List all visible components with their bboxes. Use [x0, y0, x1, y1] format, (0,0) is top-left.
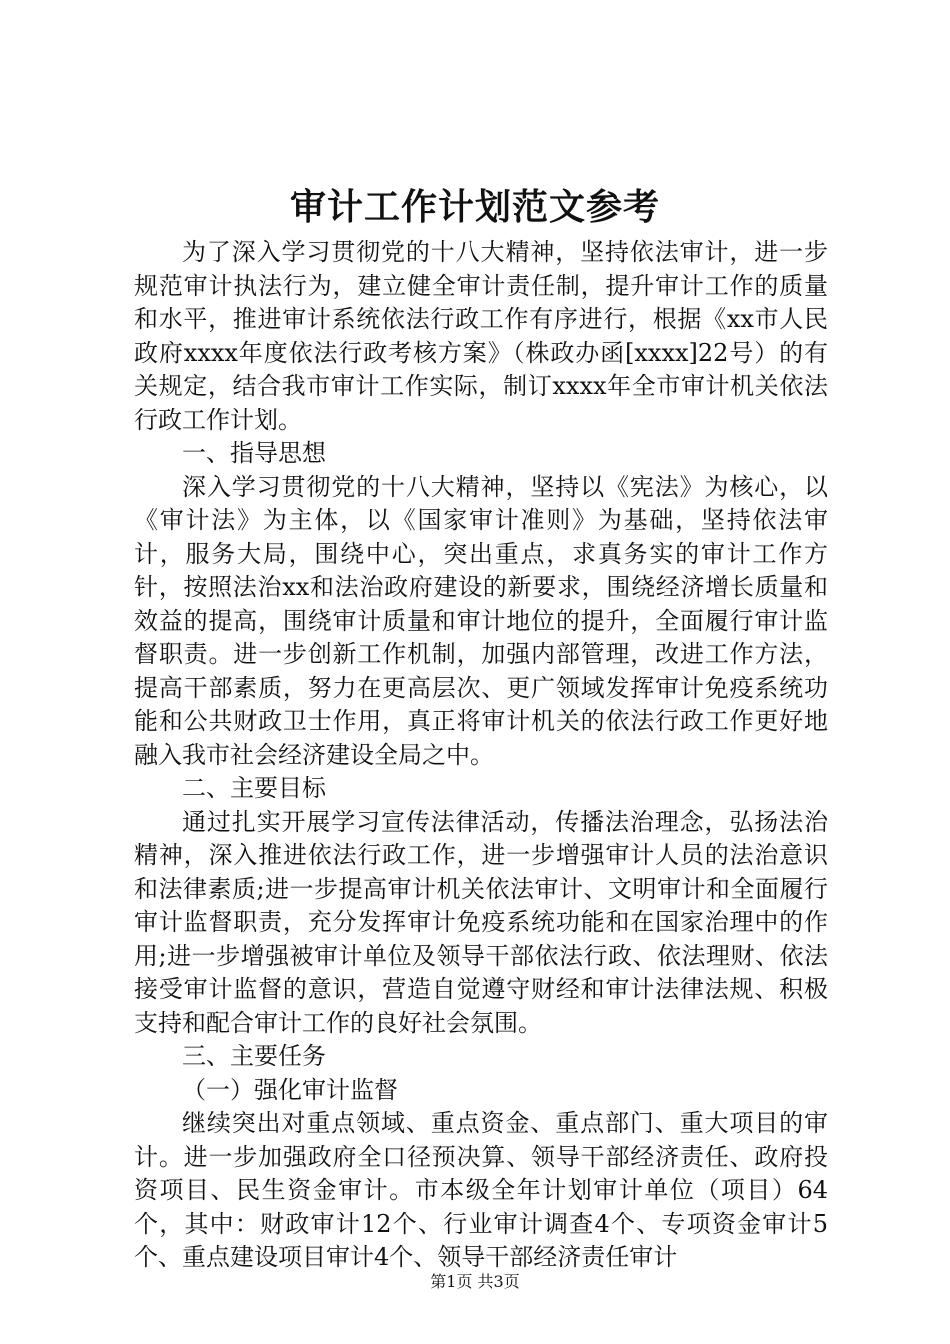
- main-goals-paragraph: 通过扎实开展学习宣传法律活动，传播法治理念，弘扬法治精神，深入推进依法行政工作，进一步增强审计人员的法治意识和法律素质;进一步提高审计机关依法审计、文明审计和全面履行审计监督职责，充分发挥审计免疫系统功能和在国家治理中的作用;进一步增强被审计单位及领导干部依法行政、依法理财、依法接受审计监督的意识，营造自觉遵守财经和审计法律法规、积极支持和配合审计工作的良好社会氛围。: [134, 807, 828, 1037]
- guiding-thought-paragraph: 深入学习贯彻党的十八大精神，坚持以《宪法》为核心，以《审计法》为主体，以《国家审计准则》为基础，坚持依法审计，服务大局，围绕中心，突出重点，求真务实的审计工作方针，按照法治xx和法治政府建设的新要求，围绕经济增长质量和效益的提高，围绕审计质量和审计地位的提升，全面履行审计监督职责。进一步创新工作机制，加强内部管理，改进工作方法，提高干部素质，努力在更高层次、更广领域发挥审计免疫系统功能和公共财政卫士作用，真正将审计机关的依法行政工作更好地融入我市社会经济建设全局之中。: [134, 472, 828, 769]
- intro-paragraph: 为了深入学习贯彻党的十八大精神，坚持依法审计，进一步规范审计执法行为，建立健全审计责任制，提升审计工作的质量和水平，推进审计系统依法行政工作有序进行，根据《xx市人民政府xxxx年度依法行政考核方案》（株政办函[xxxx]22号）的有关规定，结合我市审计工作实际，制订xxxx年全市审计机关依法行政工作计划。: [134, 238, 828, 434]
- document-title: 审计工作计划范文参考: [289, 186, 660, 228]
- section-heading-guiding-thought: 一、指导思想: [182, 439, 326, 467]
- subsection-heading-audit-supervision: （一）强化审计监督: [182, 1075, 398, 1104]
- audit-supervision-paragraph: 继续突出对重点领域、重点资金、重点部门、重大项目的审计。进一步加强政府全口径预决算、领导干部经济责任、政府投资项目、民生资金审计。市本级全年计划审计单位（项目）64个，其中：财政审计12个、行业审计调查4个、专项资金审计5个、重点建设项目审计4个、领导干部经济责任审计: [134, 1109, 828, 1271]
- page-footer: 第1页 共3页: [430, 1272, 520, 1291]
- section-heading-main-tasks: 三、主要任务: [182, 1042, 326, 1070]
- section-heading-main-goals: 二、主要目标: [182, 774, 326, 802]
- document-body: [134, 236, 828, 1275]
